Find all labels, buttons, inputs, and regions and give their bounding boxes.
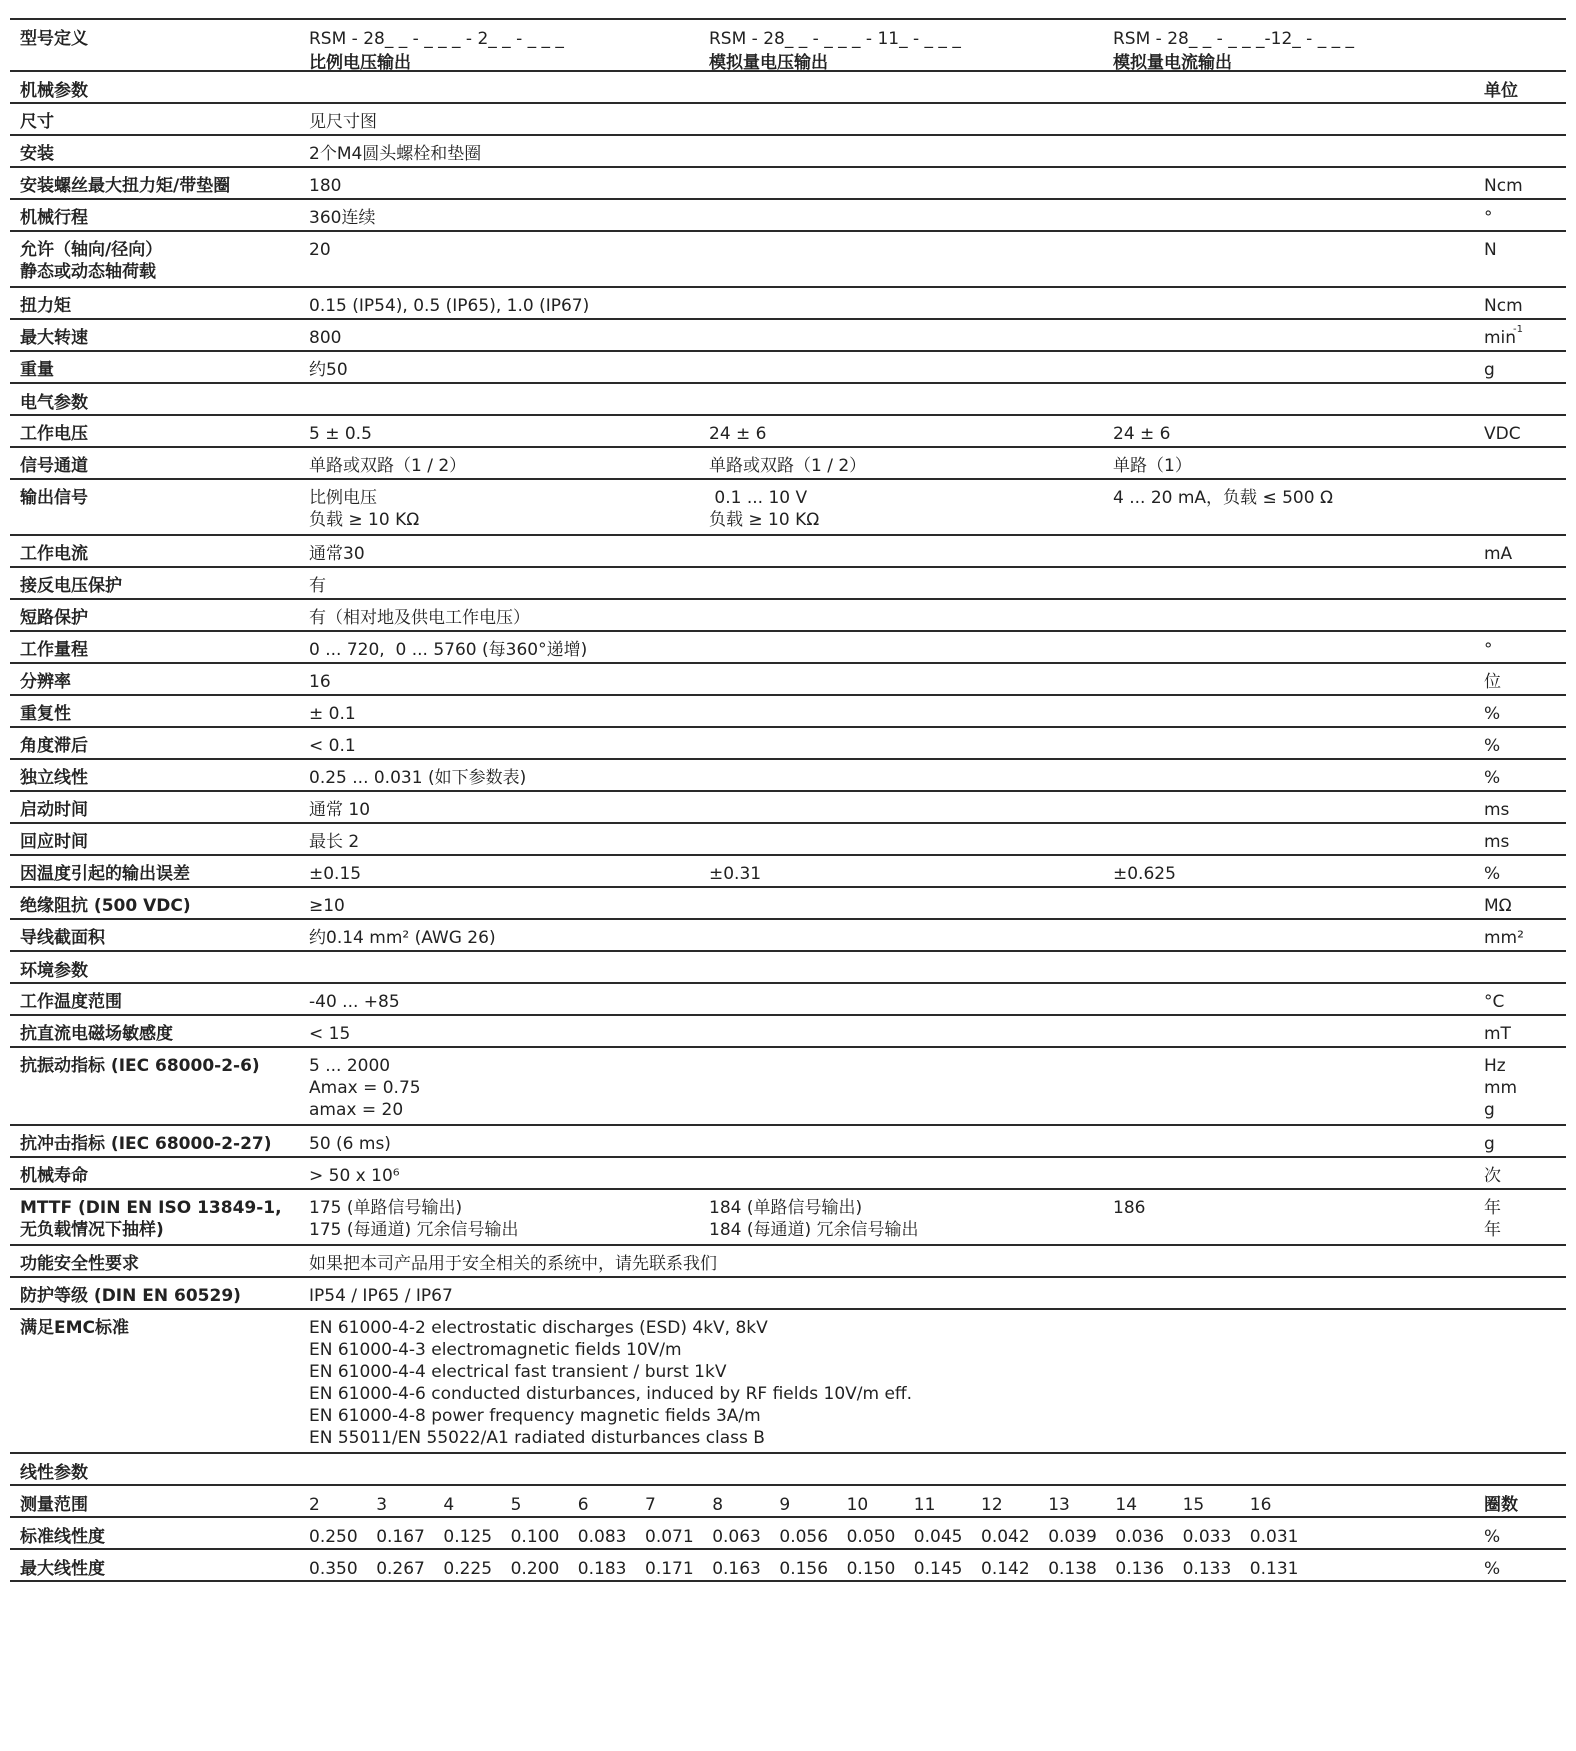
model-3-desc: 模拟量电流输出	[1113, 53, 1232, 73]
spec-unit: mm²	[1484, 928, 1524, 948]
spec-label: 启动时间	[20, 800, 88, 820]
standard-value: 0.083	[577, 1527, 627, 1547]
model-2-code: RSM - 28_ _ - _ _ _ - 11_ - _ _ _	[709, 29, 961, 49]
section-environment	[10, 952, 1566, 984]
linearity-range-row	[10, 1486, 1566, 1518]
spec-value-1: 约0.14 mm² (AWG 26)	[309, 928, 496, 948]
standard-value: 0.071	[645, 1527, 694, 1547]
spec-label: 因温度引起的输出误差	[20, 864, 190, 884]
spec-label: 允许（轴向/径向） 静态或动态轴荷载	[20, 240, 163, 282]
spec-value-1: 有（相对地及供电工作电压）	[309, 608, 530, 628]
spec-row	[10, 888, 1566, 920]
spec-value-1: 50 (6 ms)	[309, 1134, 391, 1154]
linearity-max-row	[10, 1550, 1566, 1582]
spec-value-1: 20	[309, 240, 331, 260]
spec-value-1: 16	[309, 672, 331, 692]
spec-label: MTTF (DIN EN ISO 13849-1, 无负载情况下抽样)	[20, 1198, 282, 1240]
turn-value: 5	[510, 1495, 522, 1515]
spec-row	[10, 200, 1566, 232]
spec-unit: MΩ	[1484, 896, 1512, 916]
spec-value-1: 见尺寸图	[309, 112, 377, 132]
turn-value: 14	[1115, 1495, 1138, 1515]
spec-value-1: 通常 10	[309, 800, 371, 820]
max-value: 0.200	[510, 1559, 560, 1579]
spec-value-1: 5 ... 2000 Amax = 0.75 amax = 20	[309, 1056, 421, 1120]
spec-unit: %	[1484, 768, 1501, 788]
spec-label: 满足EMC标准	[20, 1318, 130, 1338]
unit-header: 单位	[1484, 81, 1518, 101]
spec-sheet	[10, 18, 1566, 1582]
unit-superscript: -1	[1513, 324, 1523, 335]
max-value: 0.138	[1048, 1559, 1097, 1579]
spec-unit: %	[1484, 736, 1501, 756]
spec-value-1: -40 ... +85	[309, 992, 400, 1012]
turn-value: 12	[981, 1495, 1003, 1515]
standard-value: 0.063	[712, 1527, 761, 1547]
spec-value-1: ≥10	[309, 896, 345, 916]
spec-row	[10, 760, 1566, 792]
max-value: 0.350	[309, 1559, 358, 1579]
max-value: 0.183	[577, 1559, 627, 1579]
spec-label: 安装	[20, 144, 54, 164]
spec-row	[10, 1048, 1566, 1126]
spec-row	[10, 352, 1566, 384]
spec-value-2: 184 (单路信号输出) 184 (每通道) 冗余信号输出	[709, 1198, 919, 1240]
turn-value: 3	[376, 1495, 388, 1515]
spec-value-1: 最长 2	[309, 832, 360, 852]
spec-unit: %	[1484, 864, 1501, 884]
spec-label: 工作电流	[20, 544, 88, 564]
spec-value-1: 单路或双路（1 / 2）	[309, 456, 467, 476]
spec-label: 输出信号	[20, 488, 88, 508]
spec-label: 重量	[20, 360, 54, 380]
max-unit: %	[1484, 1559, 1501, 1579]
turn-value: 9	[779, 1495, 791, 1515]
spec-label: 尺寸	[20, 112, 54, 132]
spec-row	[10, 1016, 1566, 1048]
spec-row	[10, 136, 1566, 168]
spec-label: 导线截面积	[20, 928, 105, 948]
spec-value-1: EN 61000-4-2 electrostatic discharges (ESD) 4kV, 8kV EN 61000-4-3 electromagnetic fields 10V/m EN 61000-4-4 electrical fast transient / burst 1kV EN 61000-4-6 conducted disturbances, induced by RF fields 10V/m eff. EN 61000-4-8 power frequency magnetic fields 3A/m EN 55011/EN 55022/A1 radiated disturbances class B	[309, 1318, 913, 1448]
model-1	[309, 27, 564, 75]
spec-value-1: 360连续	[309, 208, 376, 228]
spec-row	[10, 1190, 1566, 1246]
spec-value-1: < 15	[309, 1024, 351, 1044]
spec-unit: Ncm	[1484, 176, 1523, 196]
spec-row	[10, 856, 1566, 888]
spec-unit: N	[1484, 240, 1497, 260]
turn-value: 6	[577, 1495, 589, 1515]
spec-unit: °	[1484, 208, 1493, 228]
standard-value: 0.033	[1182, 1527, 1232, 1547]
max-label: 最大线性度	[20, 1559, 105, 1579]
spec-row	[10, 984, 1566, 1016]
section-electrical	[10, 384, 1566, 416]
spec-label: 防护等级 (DIN EN 60529)	[20, 1286, 241, 1306]
spec-label: 回应时间	[20, 832, 88, 852]
spec-value-3: 186	[1113, 1198, 1146, 1218]
spec-row	[10, 480, 1566, 536]
spec-label: 抗振动指标 (IEC 68000-2-6)	[20, 1056, 260, 1076]
spec-label: 抗冲击指标 (IEC 68000-2-27)	[20, 1134, 272, 1154]
section-title: 线性参数	[20, 1463, 88, 1483]
turn-value: 10	[846, 1495, 869, 1515]
spec-row	[10, 792, 1566, 824]
spec-value-1: 5 ± 0.5	[309, 424, 372, 444]
spec-value-1: 0.25 ... 0.031 (如下参数表)	[309, 768, 527, 788]
spec-unit: mA	[1484, 544, 1513, 564]
standard-value: 0.036	[1115, 1527, 1165, 1547]
spec-row	[10, 232, 1566, 288]
spec-value-3: 4 ... 20 mA，负载 ≤ 500 Ω	[1113, 488, 1333, 508]
spec-unit: ms	[1484, 832, 1510, 852]
spec-row	[10, 288, 1566, 320]
turn-value: 16	[1249, 1495, 1272, 1515]
max-value: 0.163	[712, 1559, 761, 1579]
spec-row	[10, 728, 1566, 760]
model-3-code: RSM - 28_ _ - _ _ _-12_ - _ _ _	[1113, 29, 1355, 49]
spec-value-1: ± 0.1	[309, 704, 356, 724]
spec-unit: 位	[1484, 672, 1501, 692]
spec-row	[10, 696, 1566, 728]
spec-label: 绝缘阻抗 (500 VDC)	[20, 896, 191, 916]
spec-value-1: < 0.1	[309, 736, 356, 756]
standard-value: 0.056	[779, 1527, 829, 1547]
standard-value: 0.042	[981, 1527, 1030, 1547]
spec-label: 角度滞后	[20, 736, 88, 756]
spec-value-1: 约50	[309, 360, 348, 380]
spec-row	[10, 1278, 1566, 1310]
spec-row	[10, 536, 1566, 568]
spec-row	[10, 600, 1566, 632]
turn-value: 4	[443, 1495, 455, 1515]
spec-label: 工作电压	[20, 424, 88, 444]
max-value: 0.136	[1115, 1559, 1165, 1579]
spec-value-1: 175 (单路信号输出) 175 (每通道) 冗余信号输出	[309, 1198, 519, 1240]
section-title: 电气参数	[20, 393, 88, 413]
spec-value-1: 有	[309, 576, 326, 596]
standard-value: 0.167	[376, 1527, 425, 1547]
range-label: 测量范围	[20, 1495, 88, 1515]
spec-unit: 年 年	[1484, 1198, 1501, 1240]
max-value: 0.156	[779, 1559, 829, 1579]
spec-row	[10, 1126, 1566, 1158]
spec-unit: °C	[1484, 992, 1505, 1012]
max-value: 0.145	[913, 1559, 963, 1579]
linearity-standard-row	[10, 1518, 1566, 1550]
max-value: 0.150	[846, 1559, 896, 1579]
spec-value-1: 180	[309, 176, 342, 196]
spec-label: 最大转速	[20, 328, 88, 348]
max-value: 0.131	[1249, 1559, 1299, 1579]
spec-label: 工作温度范围	[20, 992, 122, 1012]
spec-row	[10, 104, 1566, 136]
spec-label: 重复性	[20, 704, 71, 724]
standard-value: 0.250	[309, 1527, 358, 1547]
spec-value-1: 2个M4圆头螺栓和垫圈	[309, 144, 482, 164]
spec-value-3: 单路（1）	[1113, 456, 1192, 476]
section-title: 环境参数	[20, 961, 88, 981]
spec-label: 功能安全性要求	[20, 1254, 139, 1274]
spec-unit: Hz mm g	[1484, 1056, 1518, 1120]
spec-value-2: 24 ± 6	[709, 424, 767, 444]
standard-value: 0.100	[510, 1527, 560, 1547]
turn-value: 7	[645, 1495, 656, 1515]
spec-unit: °	[1484, 640, 1493, 660]
spec-label: 扭力矩	[20, 296, 71, 316]
spec-row	[10, 568, 1566, 600]
standard-label: 标准线性度	[20, 1527, 105, 1547]
spec-value-1: 如果把本司产品用于安全相关的系统中，请先联系我们	[309, 1254, 717, 1274]
spec-label: 分辨率	[20, 672, 71, 692]
spec-unit: min	[1484, 328, 1517, 348]
spec-row	[10, 632, 1566, 664]
spec-row	[10, 1310, 1566, 1454]
spec-value-3: ±0.625	[1113, 864, 1176, 884]
spec-unit: g	[1484, 1134, 1495, 1154]
spec-row	[10, 1158, 1566, 1190]
spec-label: 信号通道	[20, 456, 88, 476]
max-value: 0.225	[443, 1559, 493, 1579]
turn-value: 8	[712, 1495, 724, 1515]
spec-unit: Ncm	[1484, 296, 1523, 316]
model-1-desc: 比例电压输出	[309, 53, 411, 73]
turn-value: 11	[913, 1495, 936, 1515]
spec-label: 机械寿命	[20, 1166, 88, 1186]
spec-unit: g	[1484, 360, 1495, 380]
spec-unit: ms	[1484, 800, 1510, 820]
spec-row	[10, 320, 1566, 352]
spec-label: 安装螺丝最大扭力矩/带垫圈	[20, 176, 231, 196]
spec-label: 工作量程	[20, 640, 88, 660]
standard-value: 0.125	[443, 1527, 493, 1547]
max-value: 0.267	[376, 1559, 425, 1579]
spec-unit: 次	[1484, 1166, 1501, 1186]
spec-value-1: 800	[309, 328, 342, 348]
standard-unit: %	[1484, 1527, 1501, 1547]
spec-row	[10, 416, 1566, 448]
spec-value-1: 0 ... 720, 0 ... 5760 (每360°递增)	[309, 640, 588, 660]
model-1-code: RSM - 28_ _ - _ _ _ - 2_ _ - _ _ _	[309, 29, 564, 49]
model-2	[709, 27, 961, 75]
spec-label: 短路保护	[20, 608, 88, 628]
spec-value-1: ±0.15	[309, 864, 362, 884]
model-definition-label: 型号定义	[20, 29, 88, 49]
spec-row	[10, 824, 1566, 856]
max-value: 0.171	[645, 1559, 694, 1579]
spec-value-1: IP54 / IP65 / IP67	[309, 1286, 453, 1306]
turn-value: 15	[1182, 1495, 1205, 1515]
section-mechanical	[10, 72, 1566, 104]
max-value: 0.133	[1182, 1559, 1232, 1579]
model-header-row	[10, 18, 1566, 72]
spec-row	[10, 168, 1566, 200]
spec-value-2: 单路或双路（1 / 2）	[709, 456, 867, 476]
standard-value: 0.045	[913, 1527, 963, 1547]
standard-value: 0.039	[1048, 1527, 1097, 1547]
spec-unit: %	[1484, 704, 1501, 724]
spec-value-2: 0.1 ... 10 V 负载 ≥ 10 KΩ	[709, 488, 820, 530]
model-2-desc: 模拟量电压输出	[709, 53, 828, 73]
spec-label: 接反电压保护	[20, 576, 122, 596]
model-3	[1113, 27, 1354, 75]
spec-value-1: 通常30	[309, 544, 365, 564]
standard-value: 0.050	[846, 1527, 896, 1547]
section-title: 机械参数	[20, 81, 88, 101]
spec-value-2: ±0.31	[709, 864, 762, 884]
spec-value-3: 24 ± 6	[1113, 424, 1171, 444]
spec-row	[10, 664, 1566, 696]
spec-row	[10, 1246, 1566, 1278]
spec-row	[10, 920, 1566, 952]
spec-unit: VDC	[1484, 424, 1521, 444]
max-value: 0.142	[981, 1559, 1030, 1579]
spec-value-1: 比例电压 负载 ≥ 10 KΩ	[309, 488, 420, 530]
section-linearity	[10, 1454, 1566, 1486]
spec-value-1: > 50 x 10⁶	[309, 1166, 400, 1186]
spec-value-1: 0.15 (IP54), 0.5 (IP65), 1.0 (IP67)	[309, 296, 590, 316]
turn-value: 2	[309, 1495, 320, 1515]
spec-row	[10, 448, 1566, 480]
spec-unit: mT	[1484, 1024, 1511, 1044]
standard-value: 0.031	[1249, 1527, 1299, 1547]
spec-label: 抗直流电磁场敏感度	[20, 1024, 173, 1044]
spec-label: 机械行程	[20, 208, 88, 228]
range-unit: 圈数	[1484, 1495, 1518, 1515]
spec-label: 独立线性	[20, 768, 88, 788]
turn-value: 13	[1048, 1495, 1070, 1515]
